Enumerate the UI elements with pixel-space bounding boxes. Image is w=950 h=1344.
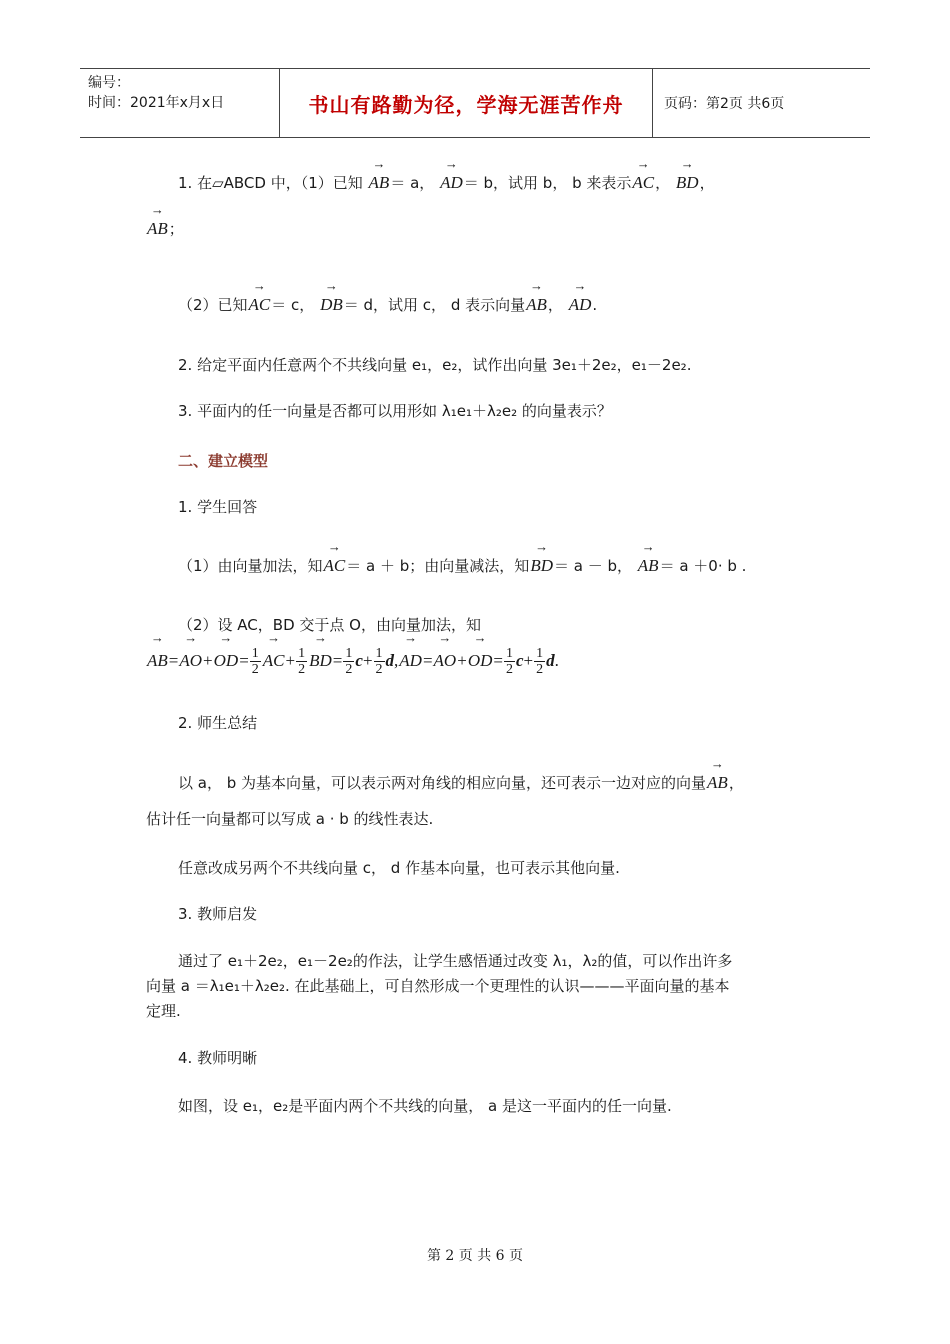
text: ＝ d，试用 c， d 表示向量 [343, 296, 526, 314]
document-number-label: 编号： [88, 75, 130, 91]
text: ＝ c， [271, 296, 315, 314]
page-footer: 第 2 页 共 6 页 [426, 1248, 524, 1264]
vector-ad: → AD [569, 292, 592, 318]
text: . [592, 296, 598, 314]
vector-db: → DB [320, 292, 343, 318]
parallelogram-icon: ▱ [212, 174, 224, 192]
summary-line-1 [178, 770, 744, 796]
text: （2）已知 [178, 296, 248, 314]
vector-bd: → BD [309, 644, 332, 678]
vector-ac: → AC [263, 644, 285, 678]
text: ＝ a － b， [553, 557, 633, 575]
header-page-label: 页码：第2页 共6页 [664, 96, 785, 112]
text: ＝ a ＋ b；由向量减法，知 [346, 557, 530, 575]
vector-ac: → AC [632, 170, 654, 196]
section-2-item-4-title: 4. 教师明晰 [178, 1049, 258, 1067]
fraction-half: $\frac{1}{2}$ [345, 646, 353, 677]
text: ＝ b，试用 b， b 来表示 [463, 174, 632, 192]
vector-ab: → AB [369, 170, 390, 196]
vector-ac: → AC [249, 292, 271, 318]
vector-ab: → AB [147, 216, 168, 242]
vector-od: → OD [214, 644, 239, 678]
vector-ac: → AC [324, 553, 346, 579]
teacher-explanation: 如图，设 e₁，e₂是平面内两个不共线的向量， a 是这一平面内的任一向量. [178, 1097, 672, 1115]
vector-ab: → AB [147, 644, 168, 678]
fraction-half: $\frac{1}{2}$ [251, 646, 259, 677]
vector-ad: → AD [399, 644, 422, 678]
document-date-label: 时间：2021年x月x日 [88, 95, 225, 111]
text: ， [728, 774, 744, 792]
problem-1-part-2 [178, 292, 597, 318]
vector-bd: → BD [530, 553, 553, 579]
problem-1-part-1 [178, 170, 715, 196]
teacher-hint-line-3: 定理. [146, 1002, 181, 1020]
teacher-hint-line-1: 通过了 e₁＋2e₂，e₁－2e₂的作法，让学生感悟通过改变 λ₁，λ₂的值，可以作出许多 [178, 952, 733, 970]
text: ， [655, 174, 671, 192]
vector-ao: → AO [434, 644, 457, 678]
vector-c: c [355, 651, 363, 670]
text: ； [168, 220, 184, 238]
text: ， [699, 174, 715, 192]
section-2-item-3-title: 3. 教师启发 [178, 905, 258, 923]
student-answer-2: （2）设 AC，BD 交于点 O，由向量加法，知 [178, 616, 481, 634]
fraction-half: $\frac{1}{2}$ [536, 646, 544, 677]
section-heading: 二、建立模型 [178, 452, 269, 470]
vector-ao: → AO [179, 644, 202, 678]
text: （1）由向量加法，知 [178, 557, 323, 575]
vector-ab: → AB [526, 292, 547, 318]
text: ， [547, 296, 563, 314]
summary-line-2: 估计任一向量都可以写成 a · b 的线性表达. [146, 810, 434, 828]
fraction-half: $\frac{1}{2}$ [298, 646, 306, 677]
problem-2: 2. 给定平面内任意两个不共线向量 e₁，e₂，试作出向量 3e₁＋2e₂，e₁－2e₂. [178, 356, 692, 374]
vector-d: d [385, 651, 395, 670]
vector-ad: → AD [440, 170, 463, 196]
section-2-item-1-title: 1. 学生回答 [178, 498, 258, 516]
vector-formula: → AB=→ AO+→ OD= $\frac{1}{2}$ → AC+ $\frac{1}{2}$ → BD= $\frac{1}{2}$ c+ $\frac{1}{2}$ d,→ AD=→ AO+→ OD= $\frac{1}{2}$ c+ $\frac{1}{2}$ d. [146, 644, 559, 678]
summary-line-3: 任意改成另两个不共线向量 c， d 作基本向量，也可表示其他向量. [178, 859, 620, 877]
header-motto: 书山有路勤为径，学海无涯苦作舟 [280, 69, 653, 137]
page-header [80, 68, 870, 138]
text: 1. 在 [178, 174, 213, 192]
problem-3: 3. 平面内的任一向量是否都可以用形如 λ₁e₁＋λ₂e₂ 的向量表示？ [178, 402, 612, 420]
text: ＝ a， [390, 174, 435, 192]
fraction-half: $\frac{1}{2}$ [505, 646, 513, 677]
vector-c: c [515, 651, 524, 670]
header-meta [80, 69, 280, 137]
vector-od: → OD [468, 644, 493, 678]
text: ＝ a ＋0· b . [659, 557, 747, 575]
teacher-hint-line-2: 向量 a ＝λ₁e₁＋λ₂e₂. 在此基础上，可自然形成一个更理性的认识———平面向量的基本 [146, 977, 730, 995]
fraction-half: $\frac{1}{2}$ [375, 646, 383, 677]
vector-bd: → BD [676, 170, 699, 196]
problem-1-part-1-cont [146, 216, 184, 242]
vector-ab: → AB [707, 770, 728, 796]
section-2-item-2-title: 2. 师生总结 [178, 714, 258, 732]
text: ABCD 中，（1）已知 [223, 174, 363, 192]
student-answer-1 [178, 553, 746, 579]
vector-ab: → AB [638, 553, 659, 579]
text: 以 a， b 为基本向量，可以表示两对角线的相应向量，还可表示一边对应的向量 [178, 774, 707, 792]
vector-d: d [546, 651, 555, 670]
